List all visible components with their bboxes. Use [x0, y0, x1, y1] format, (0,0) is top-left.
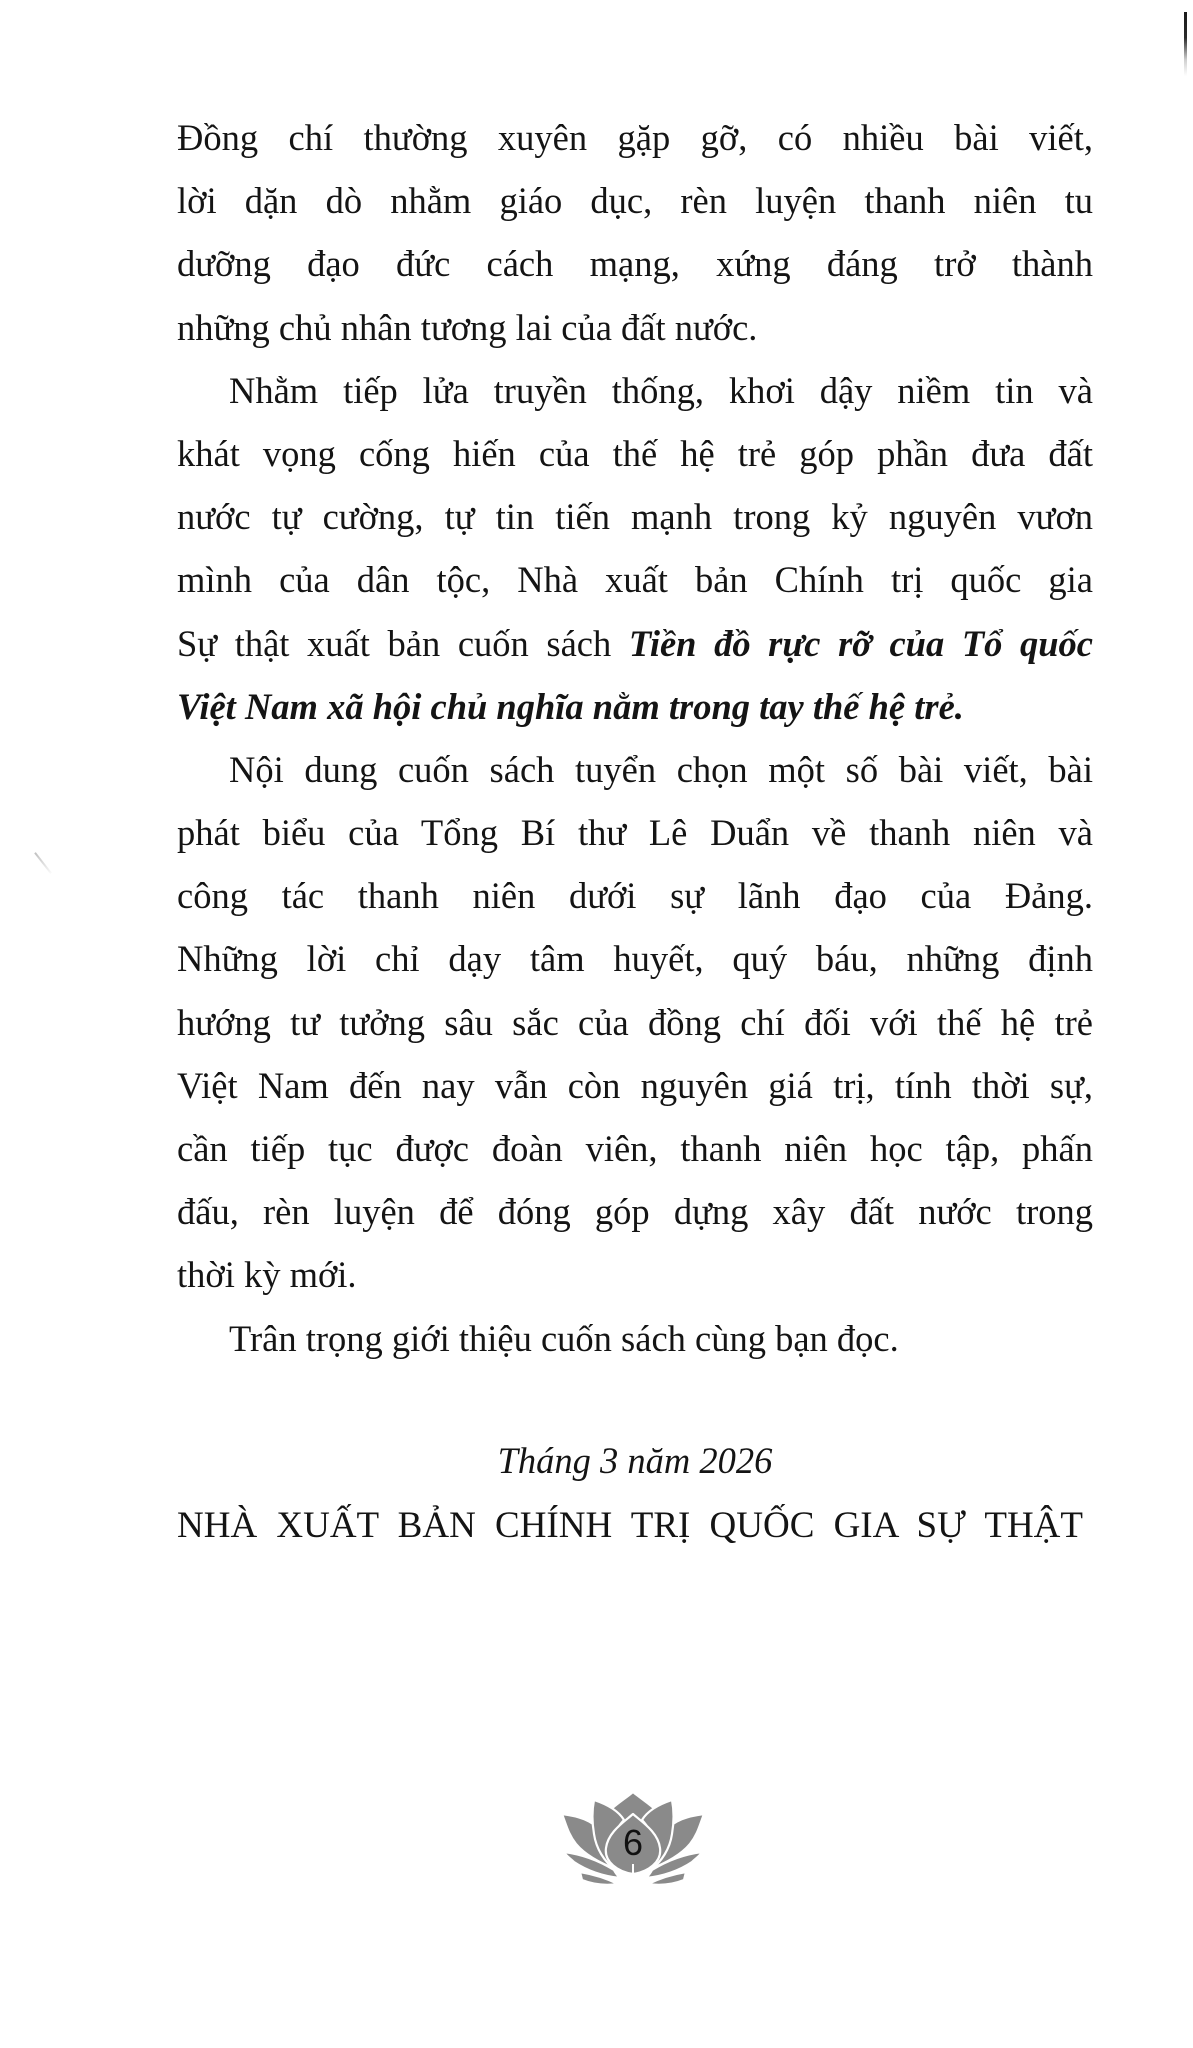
text-line: cần tiếp tục được đoàn viên, thanh niên học tập, phấn	[177, 1128, 1093, 1169]
body-text	[177, 106, 1093, 1370]
book-title-part-1: Tiền đồ rực rỡ của Tổ quốc	[628, 622, 1094, 664]
scan-edge-mark	[1184, 12, 1187, 76]
paragraph-end-line	[177, 675, 1093, 738]
text-line	[177, 612, 1093, 675]
text-line: Những lời chỉ dạy tâm huyết, quý báu, những định	[177, 938, 1093, 980]
text-line: khát vọng cống hiến của thế hệ trẻ góp phần đưa đất	[177, 432, 1093, 474]
paragraph-end-line: những chủ nhân tương lai của đất nước.	[177, 306, 758, 348]
scan-speck	[34, 852, 52, 874]
signature-publisher: NHÀ XUẤT BẢN CHÍNH TRỊ QUỐC GIA SỰ THẬT	[177, 1505, 1083, 1546]
paragraph-start-line: Nội dung cuốn sách tuyển chọn một số bài viết, bài	[229, 748, 1093, 790]
closing-line: Trân trọng giới thiệu cuốn sách cùng bạn đọc.	[229, 1317, 899, 1359]
text-line: hướng tư tưởng sâu sắc của đồng chí đối với thế hệ trẻ	[177, 1001, 1093, 1043]
text-line: phát biểu của Tổng Bí thư Lê Duẩn về thanh niên và	[177, 812, 1093, 854]
text-line: nước tự cường, tự tin tiến mạnh trong kỷ nguyên vươn	[177, 496, 1093, 538]
page-number: 6	[622, 1822, 644, 1863]
signature-date: Tháng 3 năm 2026	[497, 1440, 773, 1481]
text-line: dưỡng đạo đức cách mạng, xứng đáng trở thành	[177, 243, 1093, 285]
paragraph-end-line: thời kỳ mới.	[177, 1254, 357, 1296]
line-text: Sự thật xuất bản cuốn sách	[177, 622, 612, 664]
text-line: Việt Nam đến nay vẫn còn nguyên giá trị, tính thời sự,	[177, 1064, 1093, 1106]
text-line: mình của dân tộc, Nhà xuất bản Chính trị quốc gia	[177, 559, 1093, 601]
text-line: Đồng chí thường xuyên gặp gỡ, có nhiều bài viết,	[177, 117, 1093, 158]
book-title-part-2: Việt Nam xã hội chủ nghĩa nằm trong tay thế hệ trẻ.	[177, 685, 964, 727]
text-line: lời dặn dò nhằm giáo dục, rèn luyện thanh niên tu	[177, 180, 1093, 222]
text-line: đấu, rèn luyện để đóng góp dựng xây đất nước trong	[177, 1191, 1093, 1233]
text-line: công tác thanh niên dưới sự lãnh đạo của Đảng.	[177, 875, 1093, 917]
paragraph-start-line: Nhằm tiếp lửa truyền thống, khơi dậy niềm tin và	[229, 369, 1093, 411]
